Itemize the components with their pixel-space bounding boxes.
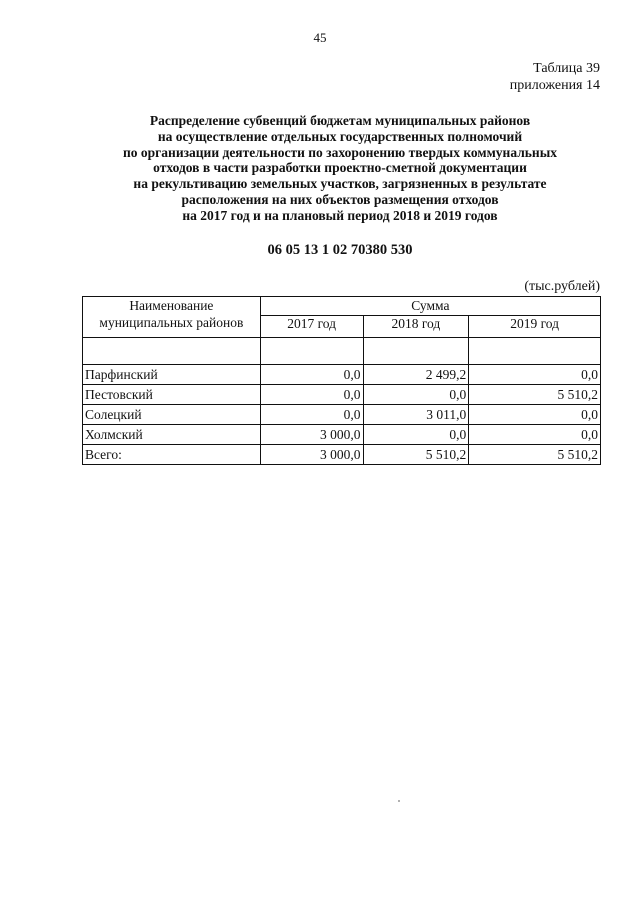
value-2019: 0,0 bbox=[469, 405, 601, 425]
total-2017: 3 000,0 bbox=[260, 445, 363, 465]
total-2019: 5 510,2 bbox=[469, 445, 601, 465]
header-sum: Сумма bbox=[260, 297, 600, 316]
table-reference bbox=[510, 60, 600, 94]
title-line: на осуществление отдельных государственных полномочий bbox=[157, 128, 523, 144]
district-name: Солецкий bbox=[83, 405, 261, 425]
title-line: Распределение субвенций бюджетам муниципальных районов bbox=[149, 113, 531, 128]
table-row bbox=[83, 385, 601, 405]
subvention-table bbox=[82, 296, 601, 465]
table-row bbox=[83, 365, 601, 385]
header-name: Наименование муниципальных районов bbox=[83, 297, 261, 338]
total-row bbox=[83, 445, 601, 465]
title-line: расположения на них объектов размещения отходов bbox=[181, 191, 499, 207]
value-2018: 0,0 bbox=[363, 425, 469, 445]
value-2017: 0,0 bbox=[260, 405, 363, 425]
table-number: Таблица 39 bbox=[533, 61, 600, 76]
title-line: на рекультивацию земельных участков, загрязненных в результате bbox=[133, 176, 547, 192]
header-year-2019: 2019 год bbox=[469, 316, 601, 338]
document-title bbox=[60, 113, 620, 224]
appendix-number: приложения 14 bbox=[509, 78, 600, 93]
value-2018: 0,0 bbox=[363, 385, 469, 405]
district-name: Парфинский bbox=[83, 365, 261, 385]
table-row bbox=[83, 425, 601, 445]
table-row bbox=[83, 405, 601, 425]
total-label: Всего: bbox=[83, 445, 261, 465]
header-year-2017: 2017 год bbox=[260, 316, 363, 338]
page-number: 45 bbox=[313, 30, 327, 45]
value-2018: 3 011,0 bbox=[363, 405, 469, 425]
value-2017: 3 000,0 bbox=[260, 425, 363, 445]
total-2018: 5 510,2 bbox=[363, 445, 469, 465]
header-row bbox=[83, 297, 601, 316]
title-line: на 2017 год и на плановый период 2018 и 2019 годов bbox=[182, 207, 498, 223]
budget-classification-code: 06 05 13 1 02 70380 530 bbox=[267, 242, 413, 258]
district-name: Пестовский bbox=[83, 385, 261, 405]
value-2017: 0,0 bbox=[260, 365, 363, 385]
value-2018: 2 499,2 bbox=[363, 365, 469, 385]
value-2019: 0,0 bbox=[469, 425, 601, 445]
units-label: (тыс.рублей) bbox=[524, 279, 600, 294]
spacer-row bbox=[83, 338, 601, 365]
title-line: по организации деятельности по захоронению твердых коммунальных bbox=[123, 144, 557, 160]
header-year-2018: 2018 год bbox=[363, 316, 469, 338]
value-2017: 0,0 bbox=[260, 385, 363, 405]
value-2019: 0,0 bbox=[469, 365, 601, 385]
district-name: Холмский bbox=[83, 425, 261, 445]
value-2019: 5 510,2 bbox=[469, 385, 601, 405]
title-line: отходов в части разработки проектно-сметной документации bbox=[153, 160, 527, 176]
scan-speck bbox=[398, 800, 400, 802]
